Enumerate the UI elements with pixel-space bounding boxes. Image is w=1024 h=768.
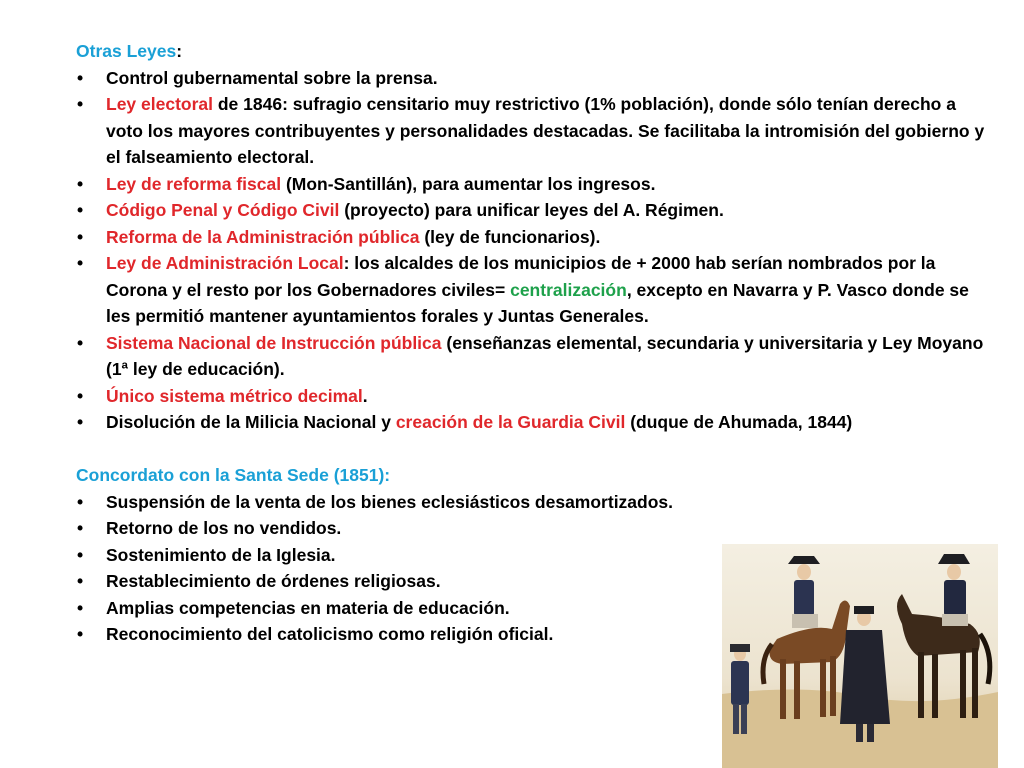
list-item: • Amplias competencias en materia de educación. — [76, 595, 996, 622]
item-text: (Mon-Santillán), para aumentar los ingresos. — [281, 173, 656, 194]
list-item — [76, 91, 996, 171]
item-text: (proyecto) para unificar leyes del A. Régimen. — [339, 200, 724, 220]
otras-leyes-list — [76, 65, 996, 436]
list-item — [76, 383, 996, 410]
item-text: Control gubernamental sobre la prensa. — [106, 67, 438, 88]
item-text: (ley de funcionarios). — [419, 226, 601, 247]
spacer — [76, 436, 996, 463]
item-highlight: Reforma de la Administración pública — [106, 226, 420, 247]
item-highlight: Único sistema métrico decimal — [106, 385, 363, 406]
item-highlight: Sistema Nacional de Instrucción pública — [106, 332, 442, 353]
guardia-civil-illustration — [722, 544, 998, 768]
item-highlight: Ley electoral — [106, 94, 213, 114]
item-text: Disolución de la Milicia Nacional y — [106, 412, 396, 432]
list-item — [76, 197, 996, 224]
list-item — [76, 409, 996, 436]
list-item: • Retorno de los no vendidos. — [76, 515, 996, 542]
list-item: • Sostenimiento de la Iglesia. — [76, 542, 996, 569]
list-item: • Restablecimiento de órdenes religiosas. — [76, 568, 996, 595]
item-text: : los alcaldes de los municipios de + 2000 hab serían nombrados por la Corona y el resto por los Gobernadores civiles= — [106, 253, 936, 300]
item-highlight: Ley de Administración Local — [106, 253, 344, 273]
item-highlight: creación de la Guardia Civil — [395, 412, 626, 432]
section-heading-concordato: Concordato con la Santa Sede (1851): — [76, 465, 391, 485]
item-text: de 1846: sufragio censitario muy restrictivo (1% población), donde sólo tenían derecho a voto los mayores contribuyentes y personalidades destacadas. Se facilitaba la intromisión del gobierno y el falseamiento electoral. — [106, 94, 985, 167]
item-text: (enseñanzas elemental, secundaria y universitaria y Ley Moyano (1ª ley de educación). — [106, 332, 984, 379]
heading-colon: : — [176, 41, 183, 61]
item-highlight: Ley de reforma fiscal — [106, 173, 282, 194]
item-text: (duque de Ahumada, 1844) — [625, 412, 853, 432]
illustration-svg — [722, 544, 998, 768]
item-text: , excepto en Navarra y P. Vasco donde se les permitió mantener ayuntamientos forales y Juntas Generales. — [106, 279, 969, 326]
heading-text: Otras Leyes — [76, 41, 177, 61]
item-text: . — [362, 385, 368, 406]
section-heading-otras-leyes — [76, 38, 996, 65]
item-highlight-green: centralización — [510, 279, 627, 300]
list-item — [76, 171, 996, 198]
list-item: • Reconocimiento del catolicismo como religión oficial. — [76, 621, 996, 648]
list-item — [76, 65, 996, 92]
item-highlight: Código Penal y Código Civil — [106, 200, 340, 220]
list-item — [76, 250, 996, 330]
list-item — [76, 224, 996, 251]
list-item: • Suspensión de la venta de los bienes eclesiásticos desamortizados. — [76, 489, 996, 516]
list-item — [76, 330, 996, 383]
